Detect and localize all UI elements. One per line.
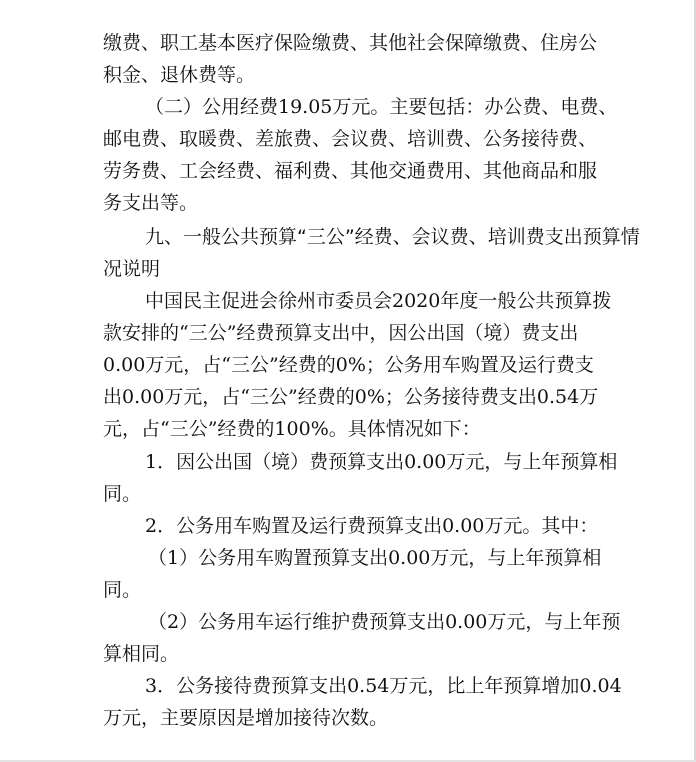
text-line-19: （2）公务用车运行维护费预算支出0.00万元，与上年预	[148, 611, 621, 633]
text-line-11: 0.00万元，占“三公”经费的0%；公务用车购置及运行费支	[103, 354, 594, 376]
section-heading: 九、一般公共预算“三公”经费、会议费、培训费支出预算情	[145, 226, 640, 248]
text-line-5: 劳务费、工会经费、福利费、其他交通费用、其他商品和服	[103, 160, 598, 182]
text-line-20: 算相同。	[103, 643, 180, 665]
text-line-3: （二）公用经费19.05万元。主要包括：办公费、电费、	[145, 96, 618, 118]
text-line-12: 出0.00万元，占“三公”经费的0%；公务接待费支出0.54万	[103, 386, 599, 408]
text-line-9: 中国民主促进会徐州市委员会2020年度一般公共预算拨	[145, 290, 612, 312]
text-line-1: 缴费、职工基本医疗保险缴费、其他社会保障缴费、住房公	[103, 32, 598, 54]
text-line-10: 款安排的“三公”经费预算支出中，因公出国（境）费支出	[103, 322, 579, 344]
text-line-14: 1．因公出国（境）费预算支出0.00万元，与上年预算相	[145, 451, 618, 473]
text-line-2: 积金、退休费等。	[103, 64, 256, 86]
text-line-18: 同。	[103, 579, 142, 601]
text-line-6: 务支出等。	[103, 192, 199, 214]
text-line-15: 同。	[103, 483, 142, 505]
text-line-17: （1）公务用车购置预算支出0.00万元，与上年预算相	[148, 547, 602, 569]
text-line-13: 元，占“三公”经费的100%。具体情况如下：	[103, 418, 481, 440]
text-line-21: 3．公务接待费预算支出0.54万元，比上年预算增加0.04	[145, 675, 622, 697]
section-heading-continued: 况说明	[103, 258, 161, 280]
text-line-4: 邮电费、取暖费、差旅费、会议费、培训费、公务接待费、	[103, 128, 598, 150]
text-line-22: 万元，主要原因是增加接待次数。	[103, 707, 389, 729]
text-line-16: 2．公务用车购置及运行费预算支出0.00万元。其中：	[145, 515, 599, 537]
